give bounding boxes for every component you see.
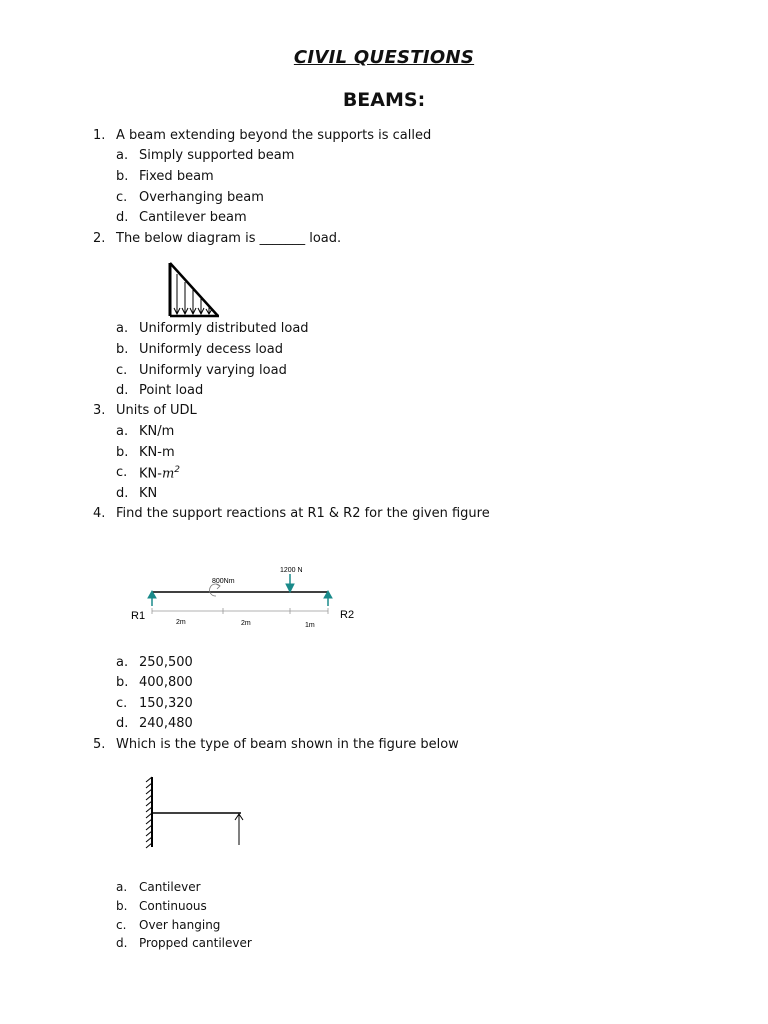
option-2a: [0, 321, 768, 339]
option-letter: c.: [116, 696, 128, 711]
option-4c: [0, 696, 768, 714]
option-letter: d.: [116, 210, 129, 225]
option-text: Uniformly varying load: [139, 363, 287, 378]
question-2: [0, 231, 768, 249]
option-text: Point load: [139, 383, 204, 398]
option-5d: [0, 936, 768, 954]
option-text-prefix: KN-: [139, 466, 162, 482]
left-support-label: R1: [131, 610, 146, 622]
option-text: Fixed beam: [139, 169, 214, 184]
option-1c: [0, 190, 768, 208]
option-letter: a.: [116, 655, 129, 670]
option-text: KN-m: [139, 445, 175, 460]
question-4: [0, 506, 768, 524]
option-4a: [0, 655, 768, 673]
option-text: Over hanging: [139, 918, 221, 932]
option-text: KN: [139, 486, 158, 501]
option-4d: [0, 716, 768, 734]
option-letter: c.: [116, 190, 128, 205]
span-label-3: 1m: [305, 622, 315, 629]
question-number: 2.: [93, 231, 106, 246]
document-title: CIVIL QUESTIONS: [293, 47, 475, 68]
propped-cantilever-diagram: [140, 774, 250, 854]
math-superscript: 2: [174, 465, 181, 475]
option-letter: b.: [116, 169, 129, 184]
option-2c: [0, 363, 768, 381]
triangular-load-diagram: [165, 260, 225, 320]
question-number: 4.: [93, 506, 106, 521]
option-2b: [0, 342, 768, 360]
option-1d: [0, 210, 768, 228]
span-label-2: 2m: [241, 620, 251, 627]
question-text: The below diagram is _______ load.: [116, 231, 342, 246]
beam-reaction-diagram: [128, 562, 378, 642]
span-label-1: 2m: [176, 619, 186, 626]
option-letter: a.: [116, 424, 129, 439]
option-text: Uniformly decess load: [139, 342, 283, 357]
question-number: 1.: [93, 128, 106, 143]
question-text: Find the support reactions at R1 & R2 for the given figure: [116, 506, 490, 521]
option-4b: [0, 675, 768, 693]
option-text: Simply supported beam: [139, 148, 295, 163]
question-text: Which is the type of beam shown in the figure below: [116, 737, 459, 752]
question-number: 5.: [93, 737, 106, 752]
option-text: 150,320: [139, 696, 193, 711]
option-text: Uniformly distributed load: [139, 321, 309, 336]
option-5c: [0, 918, 768, 936]
option-letter: c.: [116, 465, 128, 480]
option-text: 250,500: [139, 655, 193, 670]
right-support-arrow: [324, 591, 332, 606]
option-letter: c.: [116, 363, 128, 378]
option-3a: [0, 424, 768, 442]
option-text: Propped cantilever: [139, 936, 252, 950]
option-text: Continuous: [139, 899, 207, 913]
option-3c: [0, 465, 768, 483]
option-text: Overhanging beam: [139, 190, 264, 205]
option-text: Cantilever beam: [139, 210, 247, 225]
option-2d: [0, 383, 768, 401]
option-letter: d.: [116, 383, 129, 398]
option-5a: [0, 880, 768, 898]
option-5b: [0, 899, 768, 917]
option-letter: a.: [116, 880, 128, 894]
option-letter: b.: [116, 342, 129, 357]
load-arrows: [174, 274, 212, 314]
option-letter: d.: [116, 486, 129, 501]
option-text: 240,480: [139, 716, 193, 731]
left-support-arrow: [148, 591, 156, 606]
point-load-label: 1200 N: [280, 567, 303, 574]
moment-label: 800Nm: [212, 578, 235, 585]
option-letter: a.: [116, 148, 129, 163]
option-text: [139, 465, 180, 481]
option-1b: [0, 169, 768, 187]
math-m: m: [161, 466, 175, 482]
option-letter: b.: [116, 445, 129, 460]
question-5: [0, 737, 768, 755]
question-text: A beam extending beyond the supports is called: [116, 128, 432, 143]
option-1a: [0, 148, 768, 166]
option-text: KN/m: [139, 424, 175, 439]
section-heading: BEAMS:: [342, 89, 426, 111]
question-1: [0, 128, 768, 146]
question-text: Units of UDL: [116, 403, 197, 418]
right-support-label: R2: [340, 609, 355, 621]
question-3: [0, 403, 768, 421]
option-text: Cantilever: [139, 880, 201, 894]
option-letter: b.: [116, 899, 128, 913]
option-letter: b.: [116, 675, 129, 690]
moment-symbol: [210, 584, 220, 596]
question-number: 3.: [93, 403, 106, 418]
option-letter: d.: [116, 716, 129, 731]
point-load-arrow: [286, 574, 294, 592]
option-text: 400,800: [139, 675, 193, 690]
option-letter: a.: [116, 321, 129, 336]
option-letter: d.: [116, 936, 128, 950]
option-letter: c.: [116, 918, 127, 932]
option-3b: [0, 445, 768, 463]
option-3d: [0, 486, 768, 504]
